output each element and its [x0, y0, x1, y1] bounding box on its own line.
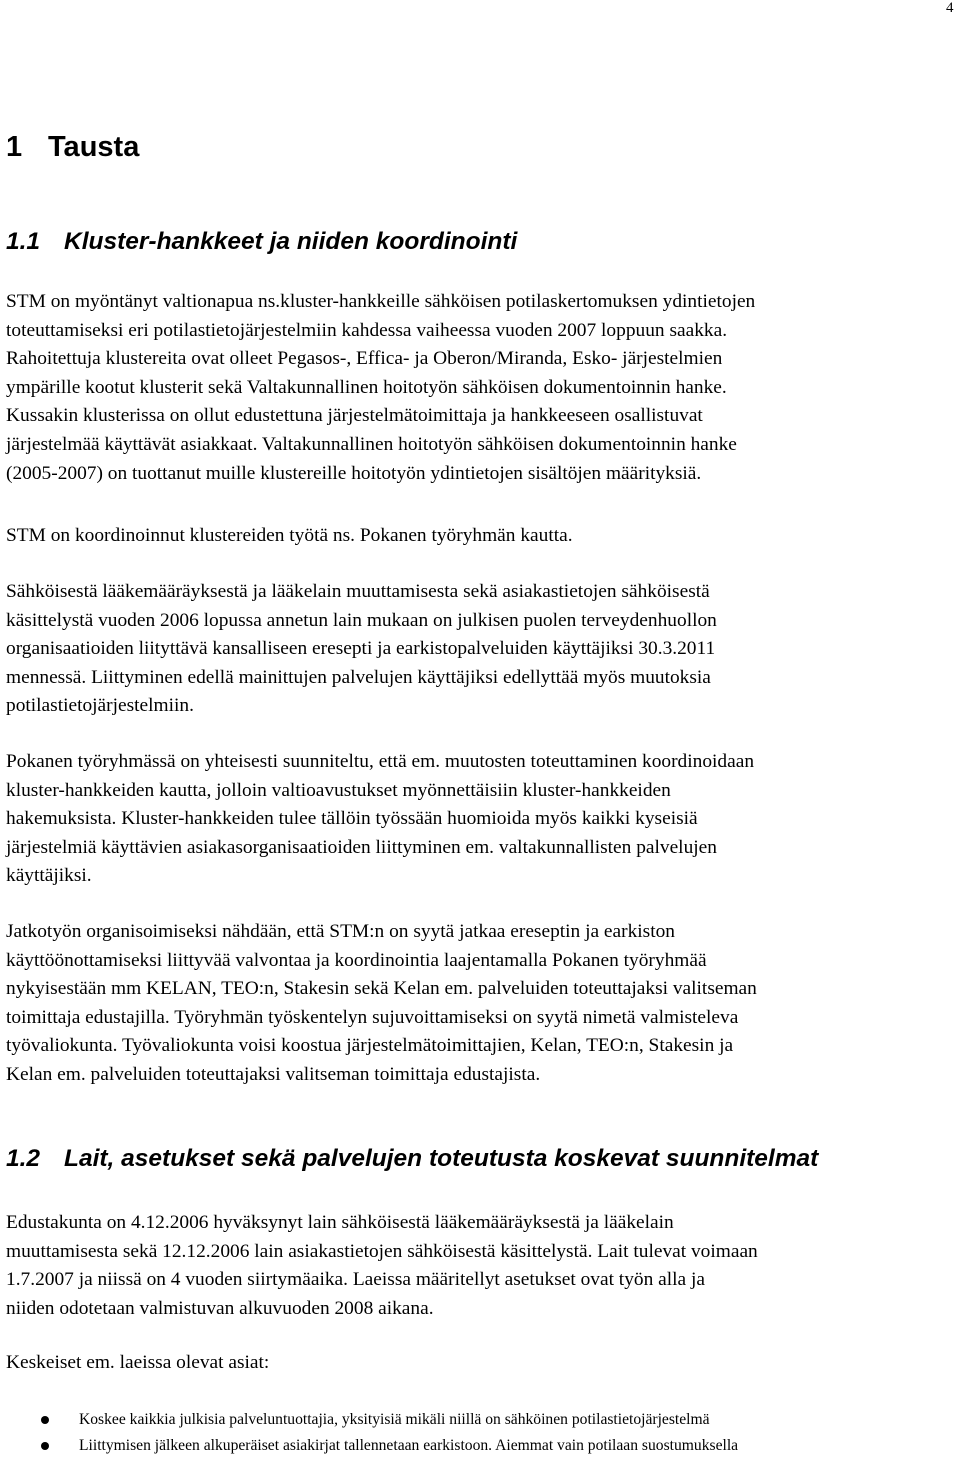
- section-title: Tausta: [48, 131, 140, 163]
- text-line: kluster-hankkeiden kautta, jolloin valtioavustukset myönnettäisiin kluster-hankkeiden: [6, 779, 671, 801]
- text-line: STM on koordinoinnut klustereiden työtä ns. Pokanen työryhmän kautta.: [6, 525, 573, 546]
- text-line: Keskeiset em. laeissa olevat asiat:: [6, 1352, 270, 1373]
- text-line: toteuttamiseksi eri potilastietojärjestelmiin kahdessa vaiheessa vuoden 2007 loppuun saakka.: [6, 319, 728, 341]
- paragraph-jatkotyo: [6, 918, 960, 1090]
- text-line: järjestelmää käyttävät asiakkaat. Valtakunnallinen hoitotyön sähköisen dokumentoinnin hanke: [6, 433, 737, 455]
- paragraph-laakemaarays: [6, 578, 960, 721]
- text-line: Edustakunta on 4.12.2006 hyväksynyt lain sähköisestä lääkemääräyksestä ja lääkelain: [6, 1212, 674, 1233]
- paragraph-kluster-hankkeet: [6, 288, 960, 488]
- subsection-number: 1.2: [6, 1145, 41, 1172]
- text-line: järjestelmiä käyttävien asiakasorganisaatioiden liittyminen em. valtakunnallisten palvelujen: [6, 836, 717, 858]
- text-line: nykyisestään mm KELAN, TEO:n, Stakesin sekä Kelan em. palveluiden toteuttajaksi valitseman: [6, 978, 757, 1000]
- text-line: Rahoitettuja klustereita ovat olleet Pegasos-, Effica- ja Oberon/Miranda, Esko- järjestelmien: [6, 348, 723, 370]
- list-item: [0, 1407, 960, 1433]
- text-line: (2005-2007) on tuottanut muille klustereille hoitotyön ydintietojen sisältöjen määrityksiä.: [6, 462, 702, 484]
- text-line: Jatkotyön organisoimiseksi nähdään, että STM:n on syytä jatkaa ereseptin ja earkiston: [6, 921, 676, 942]
- subsection-number: 1.1: [6, 228, 41, 255]
- text-line: toimittaja edustajilla. Työryhmän työskentelyn sujuvoittamiseksi on syytä nimetä valmisteleva: [6, 1006, 739, 1028]
- text-line: mennessä. Liittyminen edellä mainittujen palvelujen käyttäjiksi edellyttää myös muutoksia: [6, 666, 711, 688]
- text-line: käsittelystä vuoden 2006 lopussa annetun lain mukaan on julkisen puolen terveydenhuollon: [6, 609, 717, 631]
- text-line: Kelan em. palveluiden toteuttajaksi valitseman toimittaja edustajista.: [6, 1063, 541, 1085]
- paragraph-koordinointi: [6, 522, 960, 551]
- list-item-text: Liittymisen jälkeen alkuperäiset asiakirjat tallennetaan earkistoon. Aiemmat vain potilaan suostumuksella: [79, 1437, 739, 1454]
- bullet-icon: [41, 1442, 49, 1450]
- text-line: 1.7.2007 ja niissä on 4 vuoden siirtymäaika. Laeissa määritellyt asetukset ovat työn alla ja: [6, 1269, 705, 1291]
- text-line: Sähköisestä lääkemääräyksestä ja lääkelain muuttamisesta sekä asiakastietojen sähköisestä: [6, 581, 710, 602]
- paragraph-keskeiset: [6, 1349, 960, 1378]
- list-item: [0, 1433, 960, 1459]
- text-line: ympärille kootut klusterit sekä Valtakunnallinen hoitotyön sähköisen dokumentoinnin hanke.: [6, 376, 727, 398]
- text-line: niiden odotetaan valmistuvan alkuvuoden 2008 aikana.: [6, 1297, 434, 1319]
- bullet-icon: [41, 1416, 49, 1424]
- text-line: organisaatioiden liityttävä kansalliseen eresepti ja earkistopalveluiden käyttäjiksi 30.3.2011: [6, 638, 716, 660]
- text-line: Kussakin klusterissa on ollut edustettuna järjestelmätoimittaja ja hankkeeseen osallistuvat: [6, 405, 703, 427]
- text-line: käyttöönottamiseksi liittyvää valvontaa ja koordinointia laajentamalla Pokanen työryhmää: [6, 949, 707, 971]
- subsection-heading-1-2: [6, 1143, 818, 1175]
- text-line: STM on myöntänyt valtionapua ns.kluster-hankkeille sähköisen potilaskertomuksen ydintietojen: [6, 291, 756, 312]
- section-heading-1: [6, 127, 139, 167]
- page-number: 4: [946, 0, 954, 16]
- paragraph-edustakunta: [6, 1209, 960, 1323]
- section-number: 1: [6, 131, 23, 163]
- text-line: käyttäjiksi.: [6, 865, 92, 887]
- subsection-heading-1-1: [6, 226, 517, 258]
- bullet-list: [0, 1407, 960, 1459]
- text-line: työvaliokunta. Työvaliokunta voisi koostua järjestelmätoimittajien, Kelan, TEO:n, Stakesin ja: [6, 1035, 734, 1057]
- subsection-title: Lait, asetukset sekä palvelujen toteutusta koskevat suunnitelmat: [64, 1145, 819, 1172]
- text-line: hakemuksista. Kluster-hankkeiden tulee tällöin työssään huomioida myös kaikki kyseisiä: [6, 808, 698, 830]
- subsection-title: Kluster-hankkeet ja niiden koordinointi: [64, 228, 518, 255]
- list-item-text: Koskee kaikkia julkisia palveluntuottajia, yksityisiä mikäli niillä on sähköinen potilastietojärjestelmä: [79, 1411, 710, 1428]
- text-line: muuttamisesta sekä 12.12.2006 lain asiakastietojen sähköisestä käsittelystä. Lait tulevat voimaan: [6, 1240, 758, 1262]
- text-line: Pokanen työryhmässä on yhteisesti suunniteltu, että em. muutosten toteuttaminen koordinoidaan: [6, 751, 755, 772]
- text-line: potilastietojärjestelmiin.: [6, 695, 194, 717]
- paragraph-pokanen-tyoryhma: [6, 748, 960, 891]
